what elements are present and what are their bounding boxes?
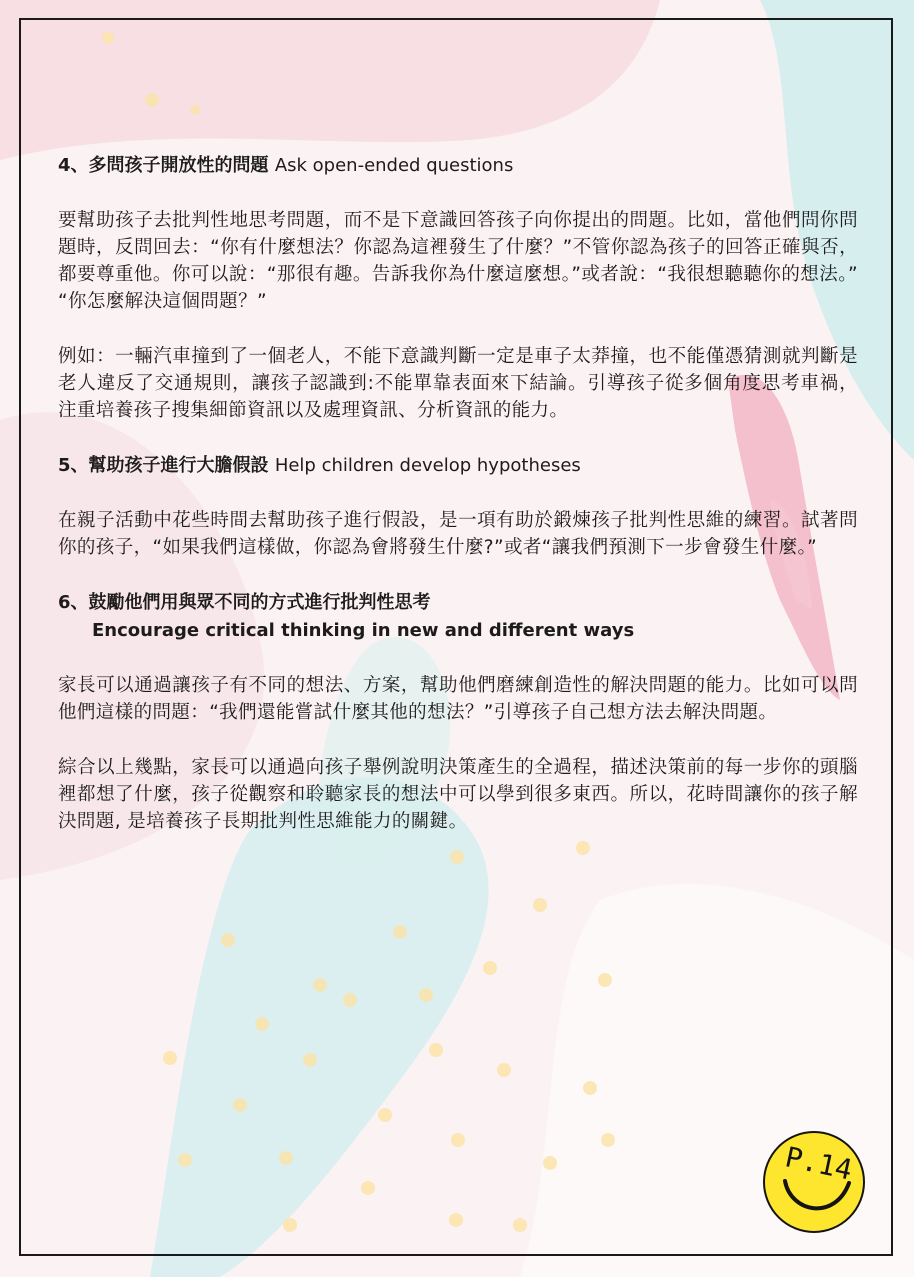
page-number-badge xyxy=(763,1131,865,1233)
section-6-paragraph-2: 綜合以上幾點，家長可以通過向孩子舉例說明決策產生的全過程，描述決策前的每一步你的頭腦裡都想了什麼，孩子從觀察和聆聽家長的想法中可以學到很多東西。所以，花時間讓你的孩子解決問題, 是培養孩子長期批判性思維能力的關鍵。 xyxy=(58,757,858,832)
page-number: P.14 xyxy=(782,1140,856,1187)
section-6-heading-zh: 6、鼓勵他們用與眾不同的方式進行批判性思考 xyxy=(58,592,431,613)
section-5-heading-en: Help children develop hypotheses xyxy=(274,455,581,476)
section-4-heading-en: Ask open-ended questions xyxy=(274,155,514,176)
section-4-heading-zh: 4、多問孩子開放性的問題 xyxy=(58,155,269,176)
article-body xyxy=(58,152,858,835)
smile-icon xyxy=(779,1173,853,1223)
section-5-heading xyxy=(58,452,858,480)
section-4-paragraph-1: 要幫助孩子去批判性地思考問題，而不是下意識回答孩子向你提出的問題。比如，當他們問你問題時，反問回去：“你有什麼想法？你認為這裡發生了什麼？”不管你認為孩子的回答正確與否，都要尊重他。你可以說：“那很有趣。告訴我你為什麼這麼想。”或者說：“我很想聽聽你的想法。” “你怎麼解決這個問題？” xyxy=(58,210,858,312)
section-5-paragraph-1: 在親子活動中花些時間去幫助孩子進行假設，是一項有助於鍛煉孩子批判性思維的練習。試著問你的孩子，“如果我們這樣做，你認為會將發生什麼?”或者“讓我們預測下一步會發生什麼。” xyxy=(58,510,858,558)
section-6-heading-en: Encourage critical thinking in new and different ways xyxy=(92,620,635,641)
section-5-heading-zh: 5、幫助孩子進行大膽假設 xyxy=(58,455,269,476)
section-4-paragraph-2: 例如：一輛汽車撞到了一個老人，不能下意識判斷一定是車子太莽撞，也不能僅憑猜測就判斷是老人違反了交通規則，讓孩子認識到:不能單靠表面來下結論。引導孩子從多個角度思考車禍，注重培養孩子搜集細節資訊以及處理資訊、分析資訊的能力。 xyxy=(58,346,858,421)
section-6-paragraph-1: 家長可以通過讓孩子有不同的想法、方案，幫助他們磨練創造性的解決問題的能力。比如可以問他們這樣的問題：“我們還能嘗試什麼其他的想法？”引導孩子自己想方法去解決問題。 xyxy=(58,675,858,723)
section-4-heading xyxy=(58,152,858,180)
